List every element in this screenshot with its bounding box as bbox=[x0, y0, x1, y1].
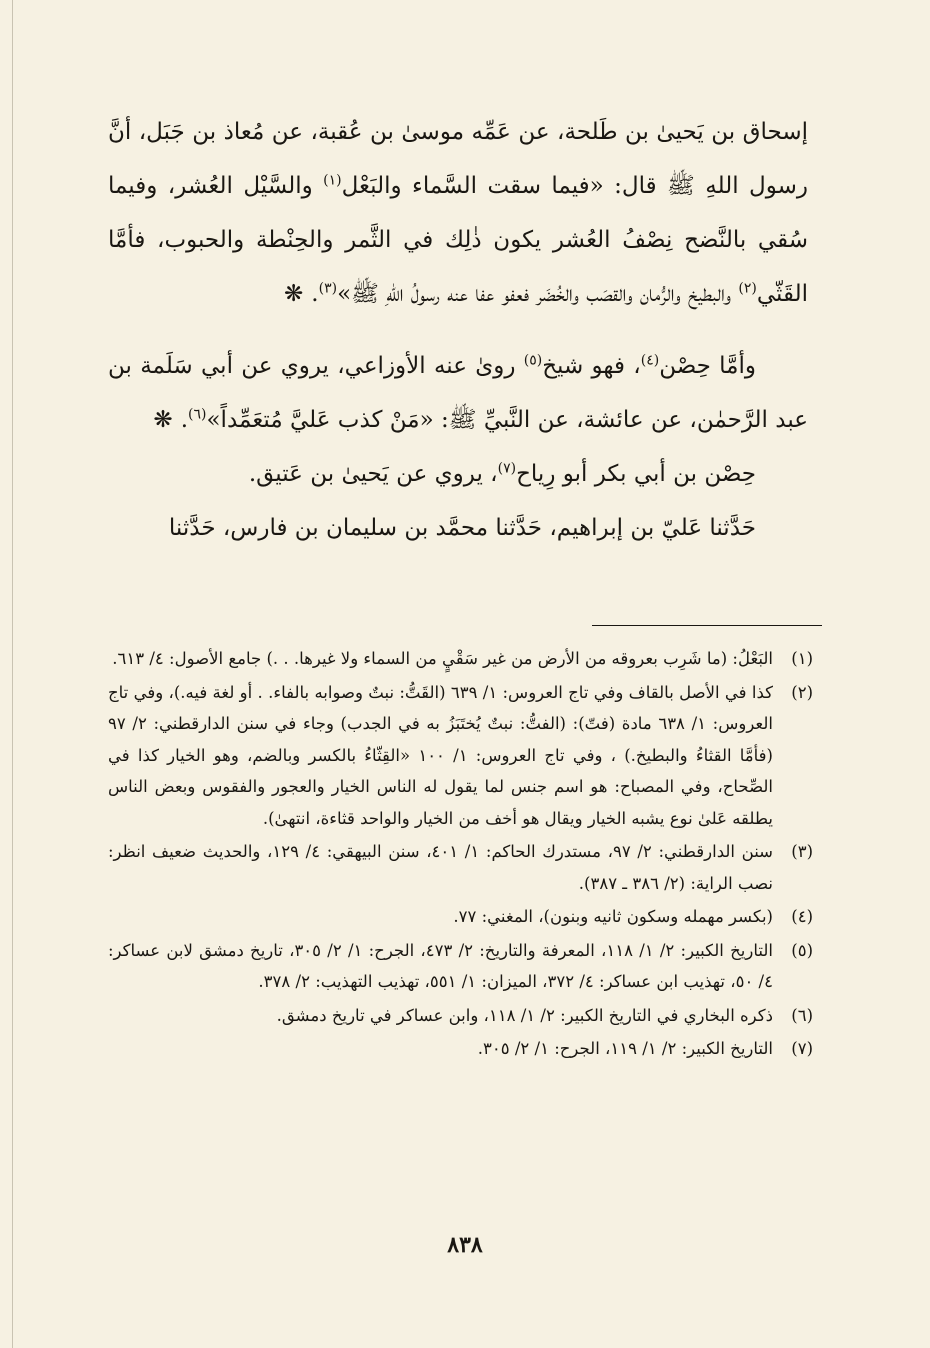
paragraph-2-text: وأمَّا حِصْن bbox=[659, 353, 756, 379]
paragraph-1-text-3: والبطيخ والرُّمان والقصَب والخُضَر فعفو عفا عنه رسولُ اللهِ ﷺ» bbox=[337, 281, 739, 307]
footnote-marker-3[interactable]: (٣) bbox=[318, 280, 338, 297]
paragraph-2-text-3: رویٰ عنه الأوزاعي، يروي عن أبي سَلَمة بن عبد الرَّحمٰن، عن عائشة، عن النَّبيِّ ﷺ: «مَنْ كذب عَليَّ مُتعَمِّداً» bbox=[108, 353, 808, 433]
footnote-marker-7[interactable]: (٧) bbox=[497, 460, 517, 477]
page-number: ٨٣٨ bbox=[447, 1232, 483, 1258]
paragraph-1-text-2: والسَّيْل العُشر، وفيما سُقي بالنَّضح نِصْفُ العُشر يكون ذٰلِك في الثَّمر والحِنْطة والحبوب، فأمَّا القَثّي bbox=[108, 173, 808, 307]
paragraph-1-end: . bbox=[311, 281, 319, 307]
page-edge-line bbox=[12, 0, 13, 1348]
footnotes bbox=[108, 643, 813, 1067]
footnote-text: البَعْلُ: (ما شَرِب بعروقه من الأرض من غير سَقْيٍ من السماء ولا غيرها. . .) جامع الأصول: ٤/ ٦١٣. bbox=[112, 649, 773, 668]
main-text bbox=[108, 105, 808, 555]
footnote-marker-2[interactable]: (٢) bbox=[738, 280, 757, 297]
footnote-text: التاريخ الكبير: ٢/ ١/ ١١٨، المعرفة والتاريخ: ٢/ ٤٧٣، الجرح: ١/ ٢/ ٣٠٥، تاريخ دمشق لابن عساكر: ٤/ ٥٠، تهذيب ابن عساكر: ٤/ ٣٧٢، الميزان: ١/ ٥٥١، تهذيب التهذيب: ٢/ ٣٧٨. bbox=[108, 940, 773, 991]
footnote-text: ذكره البخاري في التاريخ الكبير: ٢/ ١/ ١١٨، وابن عساكر في تاريخ دمشق. bbox=[276, 1005, 773, 1025]
footnote-marker-5[interactable]: (٥) bbox=[523, 352, 543, 369]
footnote-text: التاريخ الكبير: ٢/ ١/ ١١٩، الجرح: ١/ ٢/ ٣٠٥. bbox=[477, 1039, 773, 1058]
footnote-number: (١) bbox=[791, 649, 813, 668]
footnote-text: (بكسر مهمله وسكون ثانيه وبنون)، المغني: ٧٧. bbox=[453, 907, 773, 926]
footnote-number: (٣) bbox=[791, 842, 813, 861]
footnote-marker-4[interactable]: (٤) bbox=[640, 352, 660, 369]
footnote-separator bbox=[592, 625, 822, 626]
footnote-marker-1[interactable]: (١) bbox=[323, 172, 342, 189]
footnote-3 bbox=[108, 836, 813, 899]
paragraph-2 bbox=[108, 339, 808, 447]
paragraph-3-text-2: ، يروي عن يَحيىٰ بن عَتيق. bbox=[248, 461, 498, 487]
footnote-number: (٦) bbox=[791, 1005, 813, 1025]
section-star-icon: ❋ bbox=[153, 407, 173, 433]
footnote-number: (٧) bbox=[791, 1039, 813, 1058]
footnote-7 bbox=[108, 1033, 813, 1065]
footnote-2 bbox=[108, 677, 813, 835]
paragraph-4 bbox=[108, 501, 808, 555]
footnote-4 bbox=[108, 901, 813, 933]
footnote-number: (٤) bbox=[791, 907, 813, 926]
paragraph-2-end: . bbox=[180, 407, 189, 433]
section-star-icon: ❋ bbox=[284, 281, 304, 307]
paragraph-2-text-2: ، فهو شيخ bbox=[542, 353, 641, 379]
footnote-6 bbox=[108, 1000, 813, 1032]
footnote-1 bbox=[108, 643, 813, 675]
paragraph-1-text: إسحاق بن يَحيىٰ بن طَلحة، عن عَمِّه موسىٰ بن عُقبة، عن مُعاذ بن جَبَل، أنَّ رسول اللهِ ﷺ قال: «فيما سقت السَّماء والبَعْل bbox=[108, 119, 808, 199]
paragraph-3 bbox=[108, 447, 808, 501]
footnote-marker-6[interactable]: (٦) bbox=[188, 406, 207, 423]
paragraph-4-text: حَدَّثنا عَليّ بن إبراهيم، حَدَّثنا محمَّد بن سليمان بن فارس، حَدَّثنا bbox=[168, 515, 756, 541]
paragraph-3-text: حِصْن بن أبي بكر أبو رِياح bbox=[516, 461, 756, 487]
footnote-text: سنن الدارقطني: ٢/ ٩٧، مستدرك الحاكم: ١/ ٤٠١، سنن البيهقي: ٤/ ١٢٩، والحديث ضعيف انظر: نصب الراية: (٢/ ٣٨٦ ـ ٣٨٧). bbox=[108, 842, 773, 893]
footnote-number: (٢) bbox=[791, 682, 813, 702]
footnote-text: كذا في الأصل بالقاف وفي تاج العروس: ١/ ٦٣٩ (القَتُّ: نبتٌ وصوابه بالفاء. . أو لغة فيه.)، وفي تاج العروس: ١/ ٦٣٨ مادة (فتّ): (الفتُّ: نبتٌ يُختَبَزُ به في الجدب) وجاء في سنن الدارقطني: ٢/ ٩٧ (فأمَّا القثاءُ والبطيخ.) ، وفي تاج العروس: ١/ ١٠٠ «القِثّاءُ بالكسر وبالضم، وهو الخيار كذا في الصِّحاح، وفي المصباح: هو اسم جنس لما يقول له الناس الخيار والعجور والفقوس وبعض الناس يطلقه عَلىٰ نوع يشبه الخيار ويقال هو أخف من الخيار والواحد قثاءة، انتهىٰ). bbox=[108, 682, 774, 828]
paragraph-1 bbox=[108, 105, 808, 321]
footnote-5 bbox=[108, 935, 813, 998]
footnote-number: (٥) bbox=[791, 940, 813, 960]
